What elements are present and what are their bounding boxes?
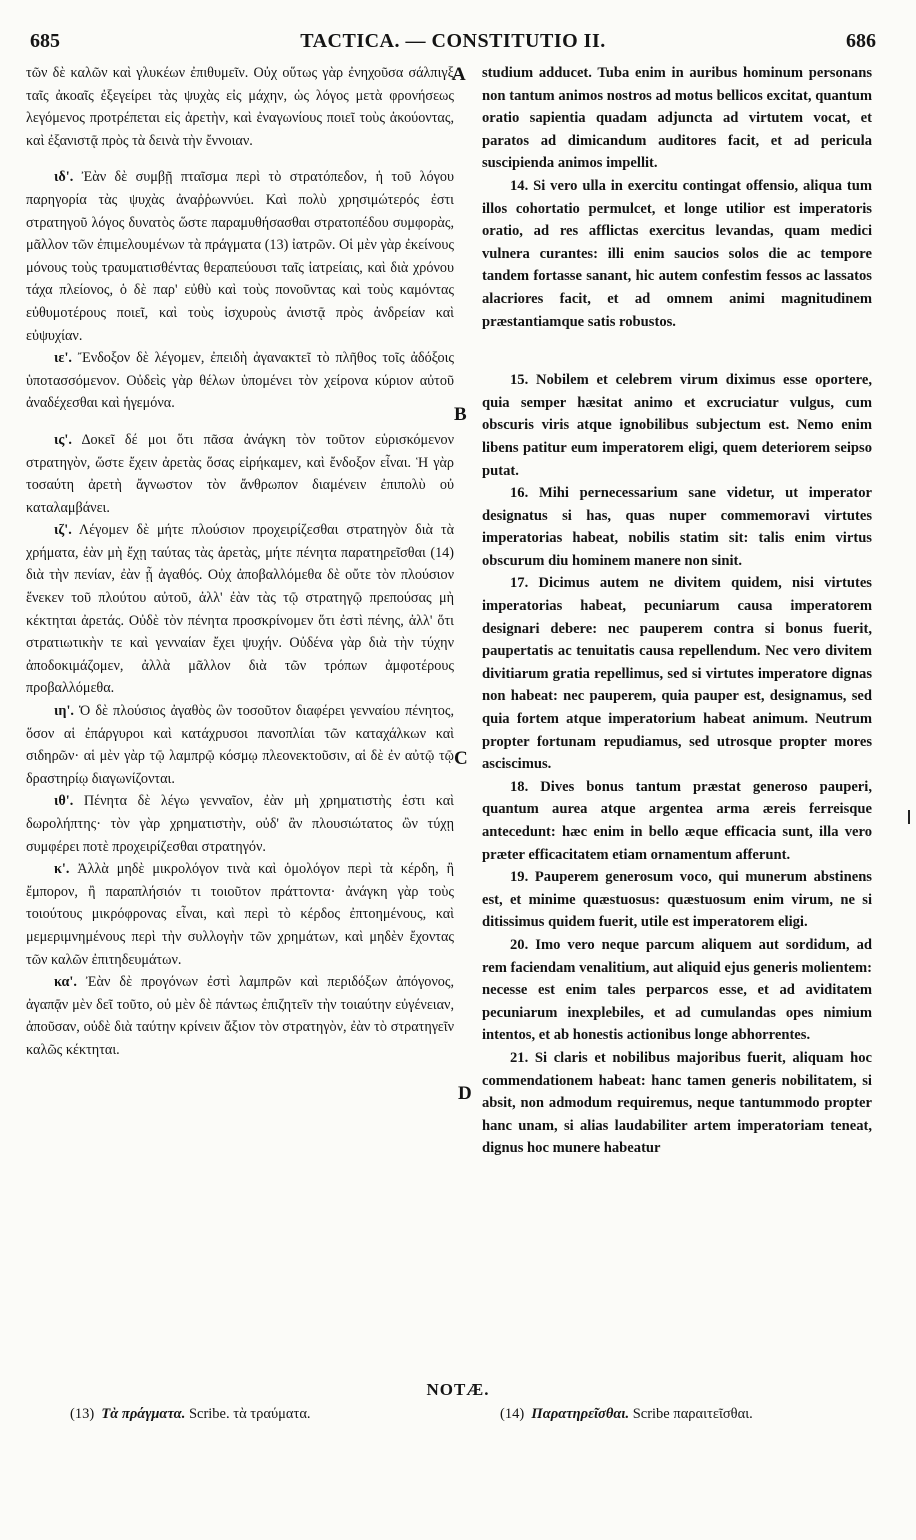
- greek-paragraph-18: [26, 700, 454, 790]
- latin-paragraph-19: [482, 866, 872, 934]
- latin-section-number: 14.: [510, 177, 529, 194]
- greek-section-number: κ'.: [54, 861, 70, 878]
- latin-paragraph-20: [482, 934, 872, 1047]
- greek-text-17: Λέγομεν δὲ μήτε πλούσιον προχειρίζεσθαι στρατηγὸν διὰ τὰ χρήματα, ἐὰν μὴ ἔχῃ ταύτας τὰς ἀρετὰς, μήτε πένητα παρατηρεῖσθαι (14) διὰ τὴν πενίαν, ἐὰν ᾖ ἀγαθός. Οὐχ ἀποβαλλόμεθα δὲ οὔτε τὸν πλούσιον ἕνεκεν τοῦ πλούτου αὐτοῦ, ἀλλ' ἐὰν τὰς τῷ στρατηγῷ πρεπούσας μὴ κέκτηται ἀρετάς. Οὐδὲ τὸν πένητα προσκρίνομεν ὅτι ἐστὶ πένης, ἀλλ' ὅτι στρατιωτικὴν τε καὶ γενναίαν ἔχει ψυχήν. Οὐδένα γὰρ διὰ τὴν τύχην ἀποδοκιμάζομεν, ἀλλὰ μᾶλλον διὰ τῶν τρόπων ἀμφοτέρους προβαλλόμεθα.: [26, 522, 454, 697]
- footnote-text: Scribe παραιτεῖσθαι.: [632, 1406, 753, 1422]
- latin-text-19: Pauperem generosum voco, qui munerum abstinens est, et minime quæstuosus: quæstuosum enim virum, ne si ditissimus quidem fuerit, utile est imperatorem eligi.: [482, 869, 872, 931]
- greek-text-19: Πένητα δὲ λέγω γενναῖον, ἐὰν μὴ χρηματιστὴς ἐστι καὶ δωρολήπτης· τὸν γὰρ χρηματιστὴν, οὐδ' ἂν πλουσιώτατος ὢν τύχῃ συμφέρει ποτὲ προχειρίζεσθαι στρατηγόν.: [26, 793, 454, 855]
- greek-section-number: ιδ'.: [54, 169, 74, 186]
- margin-letter-c: C: [454, 748, 468, 769]
- footnote-term: Τὰ πράγματα.: [101, 1406, 186, 1422]
- page-header: [30, 30, 876, 58]
- greek-section-number: ιε'.: [54, 350, 72, 367]
- footnote-number: (14): [500, 1406, 525, 1422]
- latin-paragraph-18: [482, 776, 872, 866]
- latin-paragraph-intro: studium adducet. Tuba enim in auribus hominum personans non tantum animos nostros ad motus bellicos excitat, quantum oratio sapientia quadam adjuncta ad virtutem vocat, et paratos ad dimicandum auditores facit, et ad pericula suscipienda animos impellit.: [482, 65, 872, 172]
- latin-text-21: Si claris et nobilibus majoribus fuerit, aliquam hoc commendationem habeat: hanc tamen generis nobilitatem, si absit, non admodum requiremus, neque tantummodo propter hanc unam, si alias laudabiliter artem imperatoriam teneat, dignus hoc munere habeatur: [482, 1049, 872, 1157]
- latin-section-number: 19.: [510, 869, 529, 886]
- greek-paragraph-19: [26, 790, 454, 858]
- latin-text-15: Nobilem et celebrem virum diximus esse oportere, quia semper hæsitat animo et excruciatur vulgus, cum obscuris viris atque ignobilibus subjectum est. Nemo enim libens patitur eum imperatorem eligi, quem deteriorem seipso putat.: [482, 372, 872, 479]
- latin-text-18: Dives bonus tantum præstat generoso pauperi, quantum aurea atque argentea arma æreis ferreisque antecedunt: hæc enim in bello æque efficacia sunt, illa vero præter efficacitatem etiam ornamentum afferunt.: [482, 778, 872, 863]
- greek-section-number: ις'.: [54, 431, 72, 448]
- footnote-text: Scribe. τὰ τραύματα.: [188, 1406, 311, 1422]
- greek-paragraph-17: [26, 519, 454, 700]
- latin-column: [482, 62, 872, 1160]
- latin-text-16: Mihi pernecessarium sane videtur, ut imperator designatus si has, quas nuper commemoravi virtutes imperatorias habeat, nobilis statim sit: talis enim virtus obscurum diu hominem manere non sinit.: [482, 485, 872, 569]
- footnote-13: [70, 1406, 311, 1423]
- greek-text-21: Ἐὰν δὲ προγόνων ἐστὶ λαμπρῶν καὶ περιδόξων ἀπόγονος, ἀγαπᾷν μὲν δεῖ τοῦτο, οὐ μὲν δὲ πάντως ἐπιζητεῖν τὴν τοιαύτην εὐγένειαν, ἀποῦσαν, οὐδὲ διὰ ταύτην κρίνειν ἄξιον τὸν στρατηγὸν, ἐὰν τὸ στρατηγεῖν καλῶς κέκτηται.: [26, 974, 454, 1058]
- notes-heading: NOTÆ.: [426, 1380, 490, 1399]
- latin-text-20: Imo vero neque parcum aliquem aut sordidum, ad rem faciendam venalitium, aut aliquid ejus generis molientem: necesse est enim tales perparcos esse, et ad aviditatem pecuniarum inexplebiles, et ad cumulandas opes nimium intentos, et ab honestis actionibus longe abhorrentes.: [482, 936, 872, 1044]
- greek-text-20: Ἀλλὰ μηδὲ μικρολόγον τινὰ καὶ ὁμολόγον περὶ τὰ κέρδη, ἢ ἔμπορον, ἢ παραπλήσιόν τι τοιοῦτον πράττοντα· ἀνάγκη γὰρ τοὺς τοιούτους μικρόφρονας εἶναι, καὶ περὶ τὸ κέρδος ἐπτοημένους, καὶ μεμεριμνημένους περὶ τὴν συλλογὴν τῶν χρημάτων, καὶ μηδὲν ἔχοντας τῶν καλῶν ἐπιτηδευμάτων.: [26, 861, 455, 968]
- margin-letter-a: A: [452, 64, 466, 85]
- page-number-left: 685: [30, 30, 60, 52]
- running-title: TACTICA. — CONSTITUTIO II.: [300, 30, 606, 52]
- greek-paragraph-14: [26, 166, 454, 347]
- latin-paragraph-16: [482, 482, 872, 572]
- footnote-number: (13): [70, 1406, 95, 1422]
- latin-section-number: 15.: [510, 372, 529, 389]
- greek-paragraph-15: [26, 347, 454, 415]
- page-number-right: 686: [846, 30, 876, 52]
- latin-paragraph-14: [482, 175, 872, 333]
- greek-section-number: ιη'.: [54, 703, 74, 720]
- margin-letter-d: D: [458, 1083, 472, 1104]
- latin-section-number: 20.: [510, 936, 529, 953]
- greek-section-number: κα'.: [54, 974, 77, 991]
- greek-text-14: Ἐὰν δὲ συμβῇ πταῖσμα περὶ τὸ στρατόπεδον, ἡ τοῦ λόγου παρηγορία τὰς ψυχὰς ἀναῤῥωννύει. Καὶ πολὺ χρησιμώτερός ἐστι στρατηγοῦ λόγος δυνατὸς ὥστε παραμυθήσασθαι στρατοπέδου συμφορὰς, μᾶλλον τῶν ἐπιμελουμένων τὰ πράγματα (13) ἰατρῶν. Οἱ μὲν γὰρ ἐκείνους μόνους τοὺς τραυματισθέντας θεραπεύουσι ταῖς ἰατρείαις, καὶ διὰ χρόνου τάχα πλείονος, ὁ δὲ παρ' εὐθὺ καὶ τοὺς πονοῦντας καὶ τοὺς καμόντας εὐθυμοτέρους ποιεῖ, καὶ τοὺς ἰσχυροὺς ἀνιστᾷ πρὸς ἀνδρείαν καὶ εὐψυχίαν.: [26, 169, 454, 344]
- latin-section-number: 21.: [510, 1049, 529, 1066]
- latin-text-14: Si vero ulla in exercitu contingat offensio, aliqua tum illos cohortatio permulcet, et longe utilior est imperatoris oratio, ad res afflictas exercitus levandas, quam medici vulnera curantes: illi enim saucios solos die ac tempore tandem fortasse sanant, hic autem confestim fessos ac lassatos alacriores facit, et ad omnem animi magnitudinem præstantiamque satis robustos.: [482, 177, 873, 330]
- greek-section-number: ιζ'.: [54, 522, 72, 539]
- latin-text-17: Dicimus autem ne divitem quidem, nisi virtutes imperatorias habeat, pecuniarum causa imperatorem designari debere: nec pauperem contra si bonus fuerit, paupertatis ac tenuitatis causa repellendum. Nec vero divitem divitiarum gratia repellimus, sed si virtutes imperatore dignas non habeat: nec pauperem, quia pauper est, designamus, sed quia fortem atque imperatorium habeat animum. Neutrum propter fortunam repudiamus, sed utrosque propter mores asciscimus.: [482, 575, 872, 773]
- greek-paragraph-16: [26, 429, 454, 519]
- greek-paragraph-intro: τῶν δὲ καλῶν καὶ γλυκέων ἐπιθυμεῖν. Οὐχ οὕτως γὰρ ἐνηχοῦσα σάλπιγξ ταῖς ἀκοαῖς ἐξεγείρει τὰς ψυχὰς εἰς μάχην, ὡς λόγος μετὰ φρονήσεως λεγόμενος προτρέπεται εἰς ἀρετὴν, καὶ ἐναγωνίους ποιεῖ τοὺς ἀκούοντας, καὶ ἐξανιστᾷ πρὸς τὰ δεινὰ τὴν ἔννοιαν.: [26, 65, 454, 149]
- greek-section-number: ιθ'.: [54, 793, 74, 810]
- latin-paragraph-17: [482, 572, 872, 775]
- latin-paragraph-21: [482, 1047, 872, 1160]
- greek-text-16: Δοκεῖ δέ μοι ὅτι πᾶσα ἀνάγκη τὸν τοῦτον εὑρισκόμενον στρατηγὸν, ὥστε ἔχειν ἀρετὰς ὅσας εἰρήκαμεν, καὶ ἔνδοξον εἶναι. Ἡ γὰρ τοσαύτη ἀρετὴ ἄγνωστον τὸν ἄνθρωπον διαμένειν ἐπιπολὺ οὐ καταλαμβάνει.: [26, 431, 454, 516]
- greek-paragraph-21: [26, 971, 454, 1061]
- greek-text-15: Ἔνδοξον δὲ λέγομεν, ἐπειδὴ ἀγανακτεῖ τὸ πλῆθος τοῖς ἀδόξοις ὑποτασσόμενον. Οὐδεὶς γὰρ θέλων ὑπομένει τὸν χείρονα κύριον αὐτοῦ ἀναδέχεσθαι καὶ ἡγεμόνα.: [26, 350, 455, 412]
- latin-section-number: 18.: [510, 778, 529, 795]
- greek-column: [26, 62, 454, 1062]
- latin-paragraph-15: [482, 369, 872, 482]
- latin-section-number: 16.: [510, 485, 529, 502]
- latin-section-number: 17.: [510, 575, 529, 592]
- margin-mark: [908, 810, 910, 824]
- footnote-14: [500, 1406, 753, 1423]
- footnote-term: Παρατηρεῖσθαι.: [531, 1406, 630, 1422]
- margin-letter-b: B: [454, 404, 467, 425]
- greek-paragraph-20: [26, 858, 454, 971]
- greek-text-18: Ὁ δὲ πλούσιος ἀγαθὸς ὢν τοσοῦτον διαφέρει γενναίου πένητος, ὅσον αἱ ἐπάργυροι καὶ κατάχρυσοι πανοπλίαι τῶν καταχάλκων καὶ σιδηρῶν· αἱ μὲν γὰρ τῷ λαμπρῷ κόσμῳ πλεονεκτοῦσιν, αἱ δὲ ἐν αὐτῷ τῷ δραστηρίῳ διαγωνίζονται.: [26, 703, 455, 787]
